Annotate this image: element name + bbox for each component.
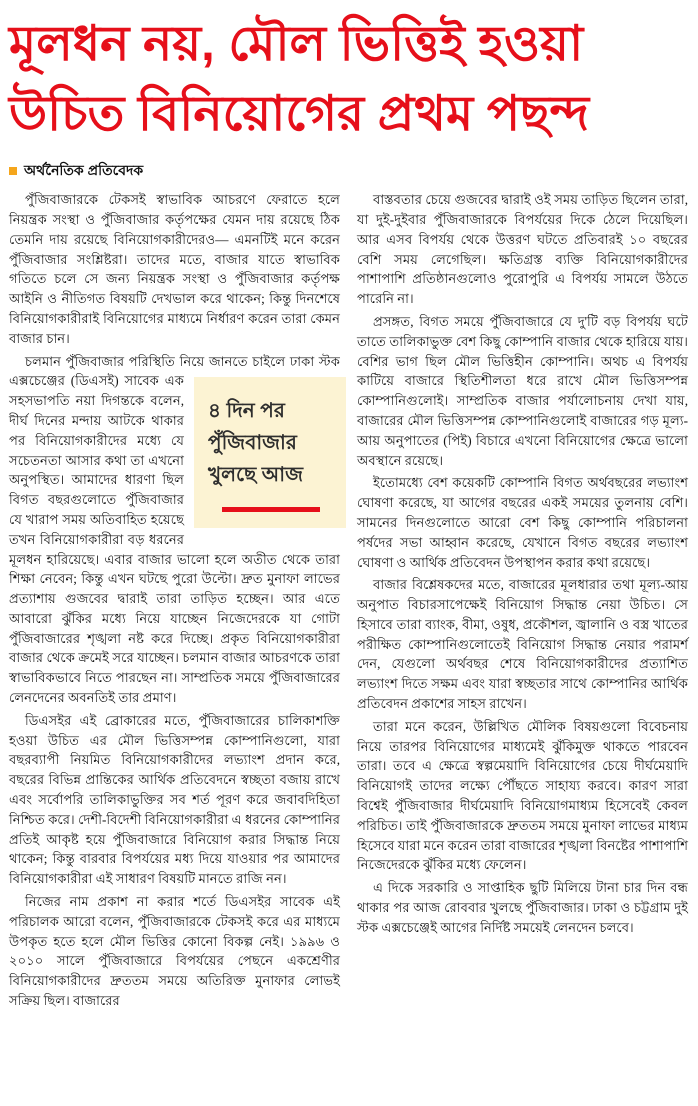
article-paragraph bbox=[9, 352, 340, 708]
left-column bbox=[9, 190, 340, 1014]
paragraph-text: চলমান পুঁজিবাজার পরিস্থিতি নিয়ে জানতে চাইলে ঢাকা স্টক এক্সচেঞ্জের (ডিএসই) bbox=[9, 353, 340, 389]
article-paragraph: পুঁজিবাজারকে টেকসই স্বাভাবিক আচরণে ফেরাতে হলে নিয়ন্ত্রক সংস্থা ও পুঁজিবাজার কর্তৃপক্ষের যেমন দায় রয়েছে ঠিক তেমনি দায় রয়েছে বিনিয়োগকারীদেরও— এমনটিই মনে করেন পুঁজিবাজার সংশ্লিষ্টরা। তাদের মতে, বাজার যাতে স্বাভাবিক গতিতে চলে সে জন্য নিয়ন্ত্রক সংস্থা ও পুঁজিবাজার কর্তৃপক্ষ আইনি ও নীতিগত বিষয়টি দেখভাল করে থাকেন; কিন্তু দিনশেষে বিনিয়োগকারীরাই বিনিয়োগের মাধ্যমে নির্ধারণ করেন তারা কেমন বাজার চান। bbox=[9, 192, 340, 346]
highlight-box-line-1: ৪ দিন পর পুঁজিবাজার bbox=[208, 400, 297, 455]
byline-bullet-icon bbox=[9, 167, 17, 175]
headline-line-2: উচিত বিনিয়োগের প্রথম পছন্দ bbox=[9, 86, 590, 141]
article-paragraph: প্রসঙ্গত, বিগত সময়ে পুঁজিবাজারে যে দু'টি বড় বিপর্যয় ঘটে তাতে তালিকাভুক্ত বেশ কিছু কোম্পানি বাজার থেকে হারিয়ে যায়। বেশির ভাগ ছিল মৌল ভিত্তিহীন কোম্পানি। অথচ এ বিপর্যয় কাটিয়ে বাজারে স্থিতিশীলতা ধরে রাখে মৌল ভিত্তিসম্পন্ন কোম্পানিগুলোই। সাম্প্রতিক বাজার পর্যালোচনায় দেখা যায়, বাজারের মৌল ভিত্তিসম্পন্ন কোম্পানিগুলোই বাজারের গড় মূল্য-আয় অনুপাতের (পিই) বিচারে এখনো বিনিয়োগের ক্ষেত্রে ভালো অবস্থানে রয়েছে। bbox=[357, 313, 688, 468]
article-paragraph: বাজার বিশ্লেষকদের মতে, বাজারের মূলধারার তথা মূল্য-আয় অনুপাত বিচারসাপেক্ষেই বিনিয়োগ সিদ্ধান্ত নেয়া উচিত। সে হিসাবে তারা ব্যাংক, বীমা, ওষুধ, প্রকৌশল, জ্বালানি ও বস্ত্র খাতের পরীক্ষিত কোম্পানিগুলোতেই বিনিয়োগ সিদ্ধান্ত নেয়ার পরামর্শ দেন, যেগুলো অর্থবছর শেষে বিনিয়োগকারীদের প্রত্যাশিত লভ্যাংশ দিতে সক্ষম এবং যারা স্বচ্ছতার সাথে কোম্পানির আর্থিক প্রতিবেদন প্রকাশের সাহস রাখেন। bbox=[357, 577, 688, 712]
article-body bbox=[9, 190, 688, 1014]
highlight-box bbox=[194, 377, 346, 528]
page-title bbox=[9, 10, 688, 149]
highlight-box-line-2: খুলছে আজ bbox=[208, 464, 303, 487]
byline-text: অর্থনৈতিক প্রতিবেদক bbox=[24, 162, 144, 179]
right-column bbox=[357, 190, 688, 1014]
article-paragraph: বাস্তবতার চেয়ে গুজবের দ্বারাই ওই সময় তাড়িত ছিলেন তারা, যা দুই-দুইবার পুঁজিবাজারকে বিপর্যয়ের দিকে ঠেলে দিয়েছিল। আর এসব বিপর্যয় থেকে উত্তরণ ঘটতে প্রতিবারই ১০ বছরের বেশি সময় লেগেছিল। ক্ষতিগ্রস্ত ব্যক্তি বিনিয়োগকারীদের পাশাপাশি প্রতিষ্ঠানগুলোও পুরোপুরি এ বিপর্যয় সামলে উঠতে পারেনি না। bbox=[357, 192, 688, 307]
paragraph-text: সাবেক এক সহসভাপতি নয়া দিগন্তকে বলেন, দীর্ঘ দিনের মন্দায় আটকে থাকার পর বিনিয়োগকারীদের মধ্যে যে সচেতনতা আসার কথা তা এখনো অনুপস্থিত। আমাদের ধারণা ছিল বিগত বছরগুলোতে পুঁজিবাজার যে খারাপ সময় অতিবাহিত হয়েছে তখন বিনিয়োগকারীরা বড় ধরনের মূলধন হারিয়েছে। এবার বাজার ভালো হলে অতীত থেকে তারা শিক্ষা নেবেন; কিন্তু এখন ঘটছে পুরো উল্টো। দ্রুত মুনাফা লাভের প্রত্যাশায় গুজবের দ্বারাই তারা তাড়িত হচ্ছেন। আর এতে আবারো ঝুঁকির মধ্যে নিয়ে যাচ্ছেন নিজেদেরকে যা গোটা পুঁজিবাজারের শৃঙ্খলা নষ্ট করে দিচ্ছে। প্রকৃত বিনিয়োগকারীরা বাজার থেকে ক্রমেই সরে যাচ্ছেন। চলমান বাজার আচরণকে তারা স্বাভাবিকভাবে নিতে পারছেন না। সাম্প্রতিক সময়ে পুঁজিবাজারের লেনদেনের অবনতিই তার প্রমাণ। bbox=[9, 373, 340, 706]
headline-line-1: মূলধন নয়, মৌল ভিত্তিই হওয়া bbox=[9, 17, 584, 71]
article-paragraph: তারা মনে করেন, উল্লিখিত মৌলিক বিষয়গুলো বিবেচনায় নিয়ে তারপর বিনিয়োগের মাধ্যমেই ঝুঁকিমুক্ত থাকতে পারবেন তারা। তবে এ ক্ষেত্রে স্বল্পমেয়াদি বিনিয়োগের চেয়ে দীর্ঘমেয়াদি বিনিয়োগই তাদের লক্ষ্যে পৌঁছতে সাহায্য করবে। কারণ সারা বিশ্বেই পুঁজিবাজার দীর্ঘমেয়াদি বিনিয়োগমাধ্যম হিসেবেই কেবল পরিচিত। তাই পুঁজিবাজারকে দ্রুততম সময়ে মুনাফা লাভের মাধ্যম হিসেবে যারা মনে করেন তারা বাজারের শৃঙ্খলা বিনষ্টের পাশাপাশি নিজেদেরকে ঝুঁকির মধ্যে ফেলেন। bbox=[357, 718, 688, 873]
article-paragraph: এ দিকে সরকারি ও সাপ্তাহিক ছুটি মিলিয়ে টানা চার দিন বন্ধ থাকার পর আজ রোববার খুলছে পুঁজিবাজার। ঢাকা ও চট্টগ্রাম দুই স্টক এক্সচেঞ্জেই আগের নির্দিষ্ট সময়েই লেনদেন চলবে। bbox=[357, 880, 688, 935]
byline bbox=[9, 159, 688, 183]
article-paragraph: ইতোমধ্যে বেশ কয়েকটি কোম্পানি বিগত অর্থবছরের লভ্যাংশ ঘোষণা করেছে, যা আগের বছরের একই সময়ের তুলনায় বেশি। সামনের দিনগুলোতে আরো বেশ কিছু কোম্পানি পরিচালনা পর্ষদের সভা আহ্বান করেছে, যেখানে বিগত বছরের লভ্যাংশ ঘোষণা ও আর্থিক প্রতিবেদন উপস্থাপন করার কথা রয়েছে। bbox=[357, 475, 688, 570]
article-paragraph: ডিএসইর এই ব্রোকারের মতে, পুঁজিবাজারের চালিকাশক্তি হওয়া উচিত এর মৌল ভিত্তিসম্পন্ন কোম্পানিগুলো, যারা বছরব্যাপী নিয়মিত বিনিয়োগকারীদের লভ্যাংশ প্রদান করে, বছরের বিভিন্ন প্রান্তিকের আর্থিক প্রতিবেদনে স্বচ্ছতা বজায় রাখে এবং সর্বোপরি তালিকাভুক্তির সব শর্ত পূরণ করে জবাবদিহিতা নিশ্চিত করে। দেশী-বিদেশী বিনিয়োগকারীরা এ ধরনের কোম্পানির প্রতিই আকৃষ্ট হয়ে পুঁজিবাজারে বিনিয়োগ করার সিদ্ধান্ত নিয়ে থাকেন; কিন্তু বারবার বিপর্যয়ের মধ্য দিয়ে যাওয়ার পর আমাদের বিনিয়োগকারীরা এই সাধারণ বিষয়টি মানতে রাজি নন। bbox=[9, 712, 340, 887]
article-paragraph: নিজের নাম প্রকাশ না করার শর্তে ডিএসইর সাবেক এই পরিচালক আরো বলেন, পুঁজিবাজারকে টেকসই করে এর মাধ্যমে উপকৃত হতে হলে মৌল ভিত্তির কোনো বিকল্প নেই। ১৯৯৬ ও ২০১০ সালে পুঁজিবাজারে বিপর্যয়ের পেছনে একশ্রেণীর বিনিয়োগকারীদের দ্রুততম সময়ে অতিরিক্ত মুনাফার লোভই সক্রিয় ছিল। বাজারের bbox=[9, 894, 340, 1009]
highlight-box-rule bbox=[222, 507, 320, 512]
